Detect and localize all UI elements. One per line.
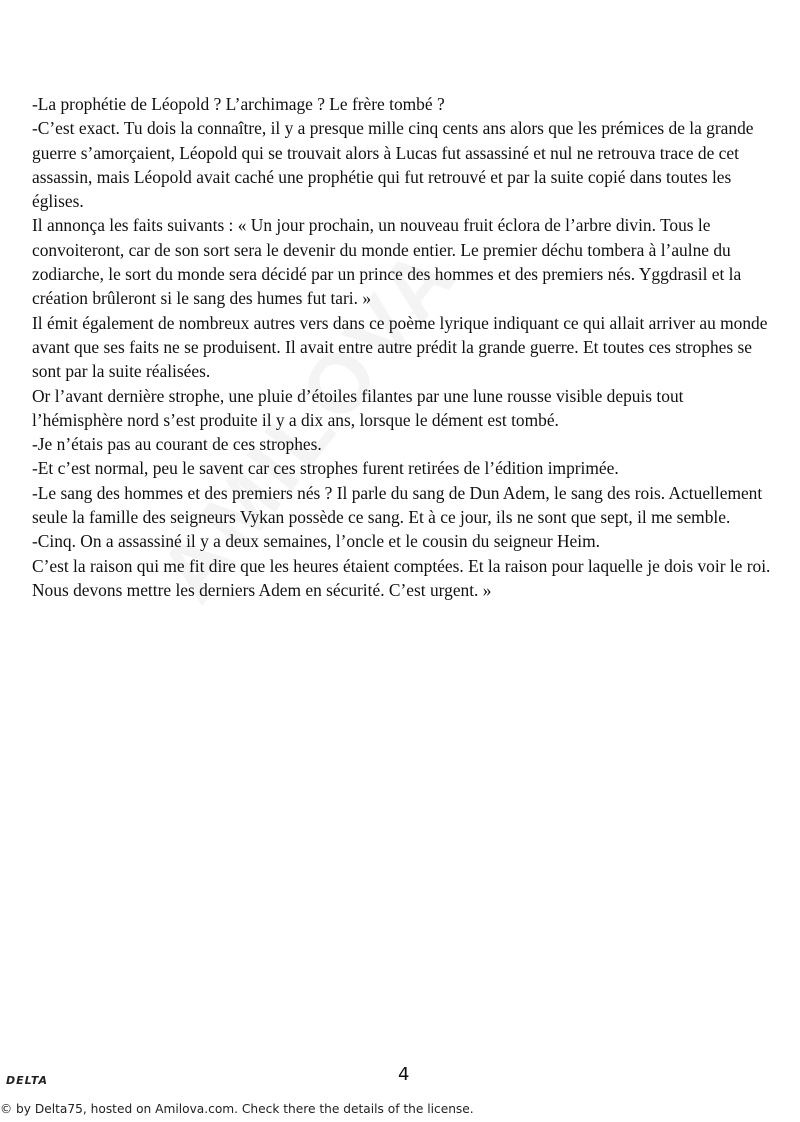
body-text — [32, 92, 776, 602]
license-notice: © by Delta75, hosted on Amilova.com. Check there the details of the license. — [0, 1102, 474, 1116]
paragraph: -C’est exact. Tu dois la connaître, il y a presque mille cinq cents ans alors que les prémices de la grande guerre s’amorçaient, Léopold qui se trouvait alors à Lucas fut assassiné et nul ne retrouva trace de cet assassin, mais Léopold avait caché une prophétie qui fut retrouvé et par la suite copié dans toutes les églises. — [32, 118, 754, 212]
paragraph: -La prophétie de Léopold ? L’archimage ? Le frère tombé ? — [32, 94, 445, 114]
paragraph: Il annonça les faits suivants : « Un jour prochain, un nouveau fruit éclora de l’arbre divin. Tous le convoiteront, car de son sort sera le devenir du monde entier. Le premier déchu tombera à l’aulne du zodiarche, le sort du monde sera décidé par un prince des hommes et des premiers nés. Yggdrasil et la création brûleront si le sang des humes fut tari. » — [32, 215, 742, 309]
paragraph: C’est la raison qui me fit dire que les heures étaient comptées. Et la raison pour laquelle je dois voir le roi. Nous devons mettre les derniers Adem en sécurité. C’est urgent. » — [32, 555, 771, 600]
author-logo: DELTA — [6, 1074, 48, 1087]
paragraph: -Je n’étais pas au courant de ces strophes. — [32, 434, 322, 455]
paragraph: -Et c’est normal, peu le savent car ces strophes furent retirées de l’édition imprimée. — [32, 458, 619, 479]
paragraph: Or l’avant dernière strophe, une pluie d’étoiles filantes par une lune rousse visible depuis tout l’hémisphère nord s’est produite il y a dix ans, lorsque le dément est tombé. — [32, 385, 684, 430]
paragraph: -Cinq. On a assassiné il y a deux semaines, l’oncle et le cousin du seigneur Heim. — [32, 531, 600, 552]
paragraph: Il émit également de nombreux autres vers dans ce poème lyrique indiquant ce qui allait arriver au monde avant que ses faits ne se produisent. Il avait entre autre prédit la grande guerre. Et toutes ces strophes se sont par la suite réalisées. — [32, 312, 768, 382]
page-number: 4 — [398, 1064, 410, 1085]
paragraph: -Le sang des hommes et des premiers nés ? Il parle du sang de Dun Adem, le sang des rois. Actuellement seule la famille des seigneurs Vykan possède ce sang. Et à ce jour, ils ne sont que sept, il me semble. — [32, 482, 763, 528]
